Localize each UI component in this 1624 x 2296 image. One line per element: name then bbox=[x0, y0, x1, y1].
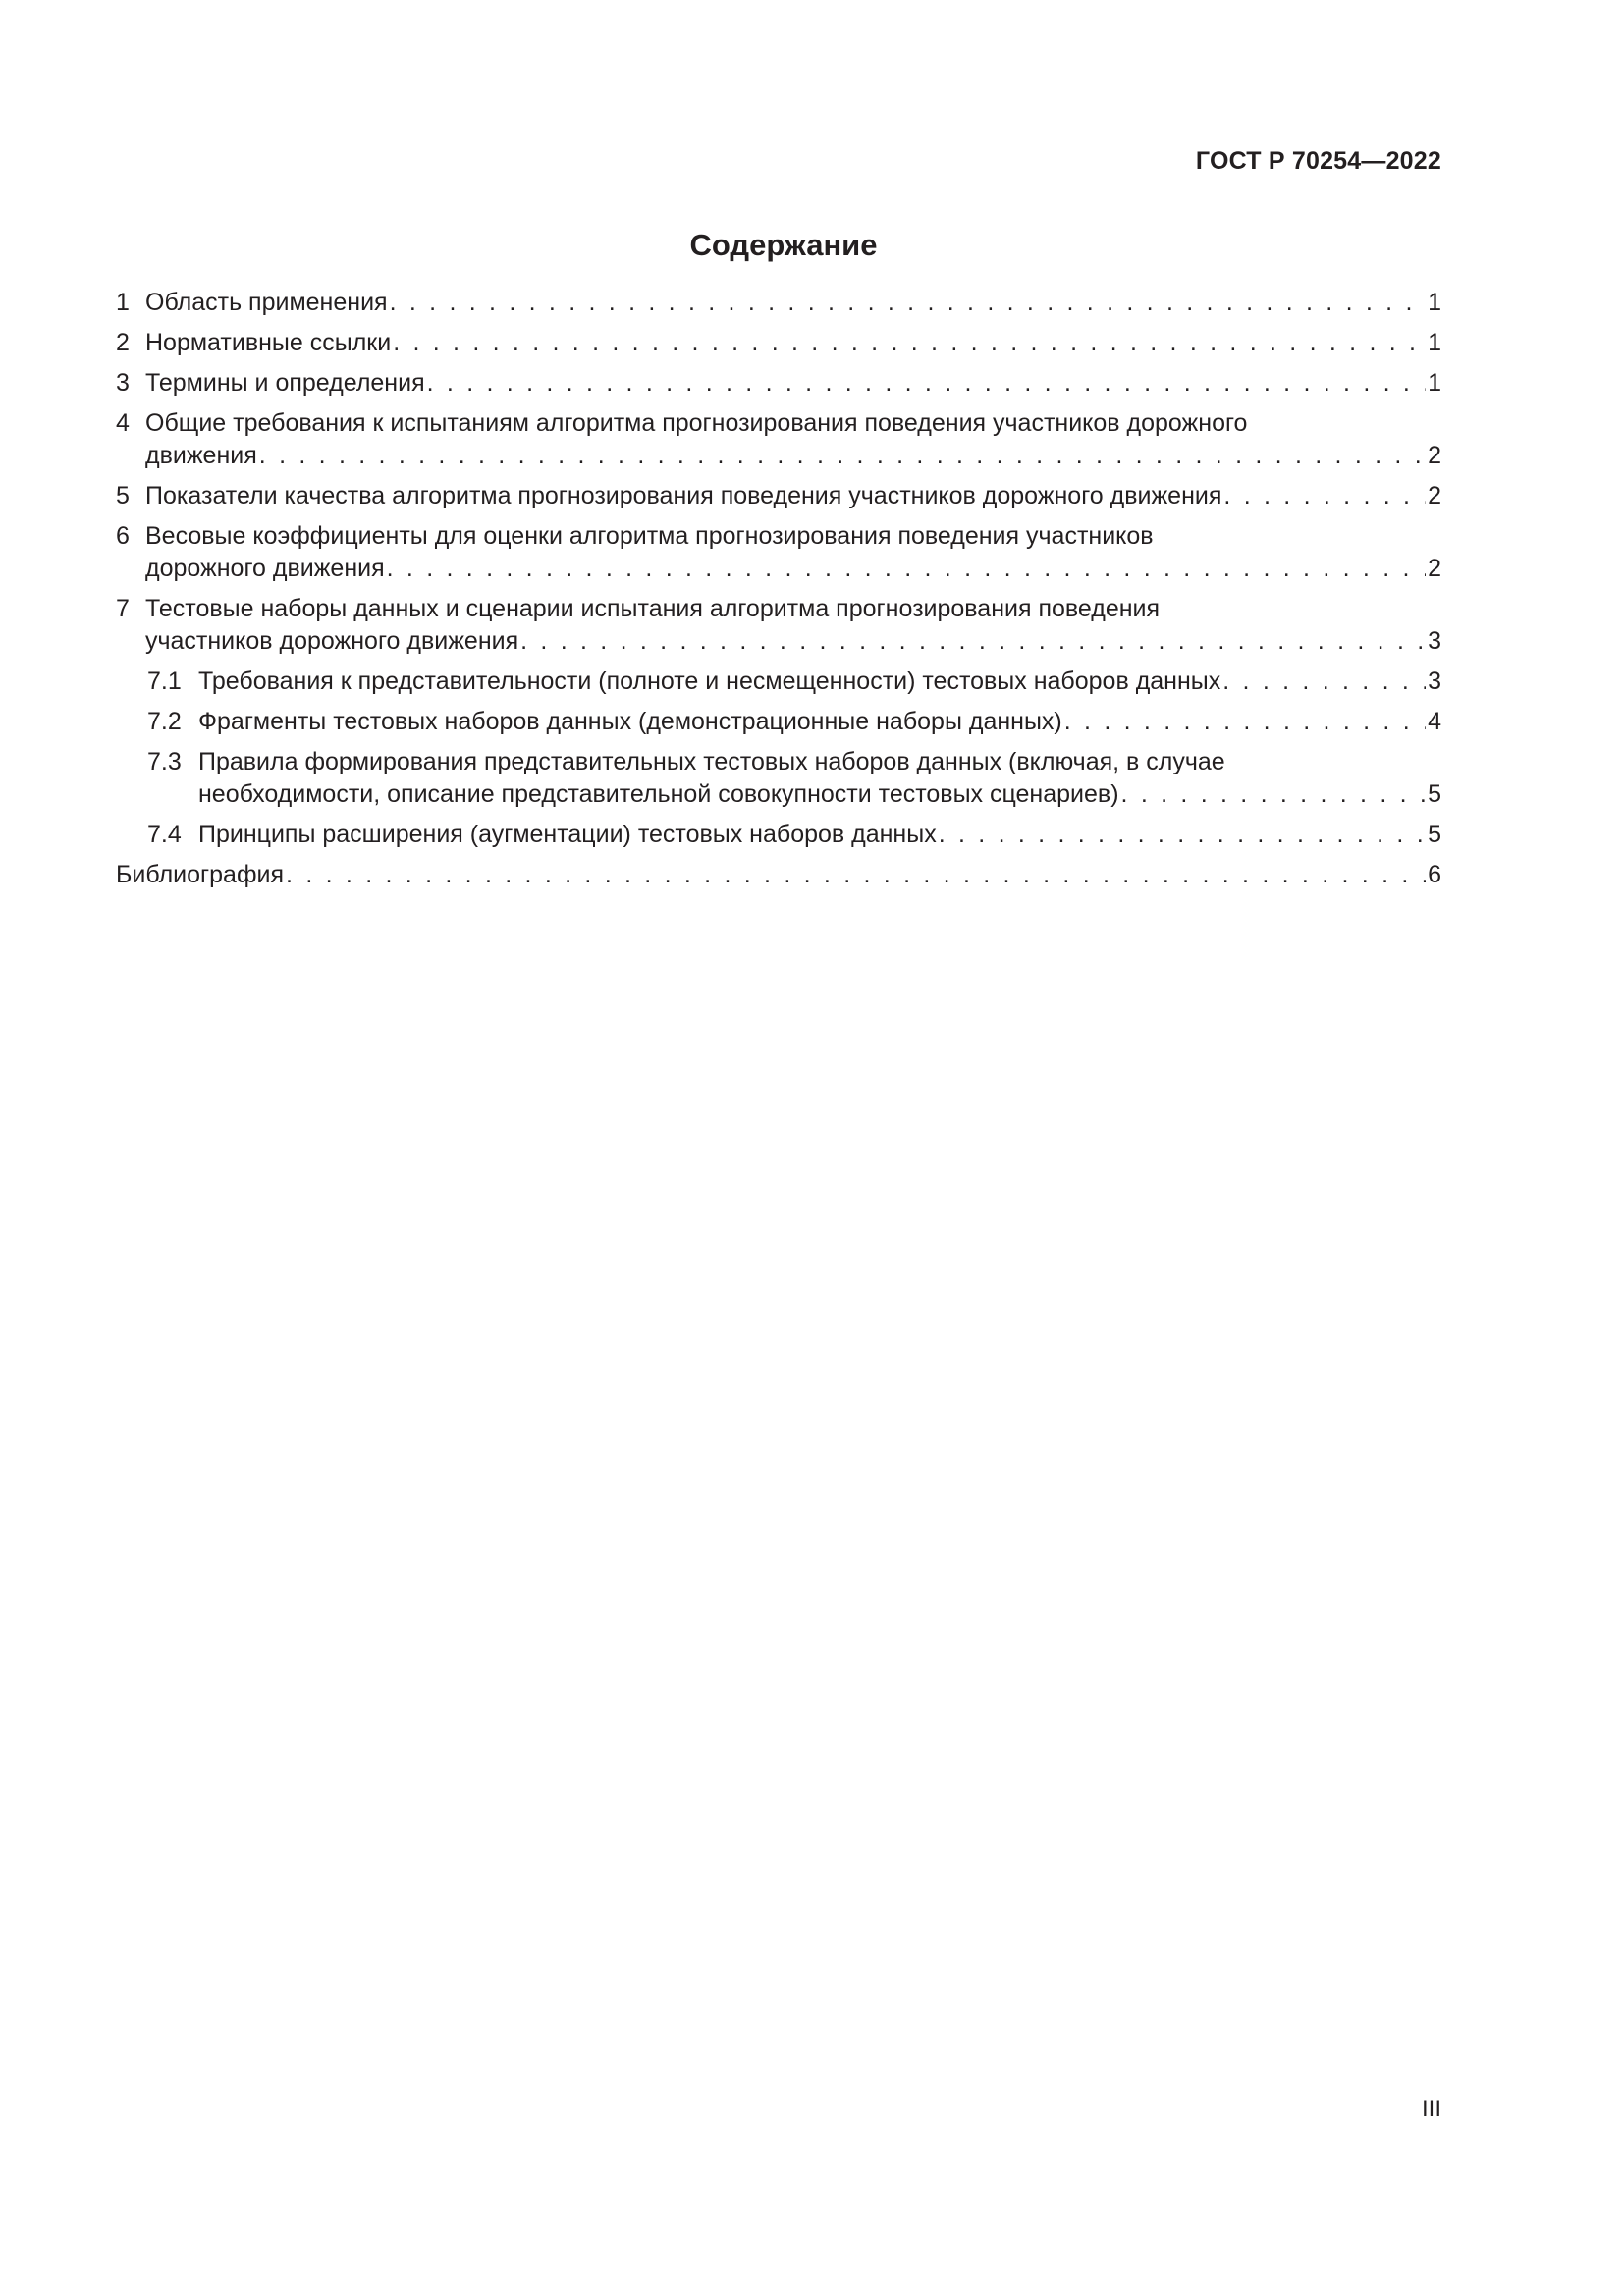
toc-entry-page: 6 bbox=[1428, 861, 1441, 888]
toc-entry-3[interactable] bbox=[116, 367, 1441, 400]
toc-leader-dots bbox=[393, 327, 1426, 359]
toc-entry-7-1[interactable] bbox=[116, 666, 1441, 698]
toc-entry-page: 1 bbox=[1428, 289, 1441, 316]
toc-entry-page: 3 bbox=[1428, 667, 1441, 695]
toc-leader-dots bbox=[939, 819, 1426, 851]
toc-entry-7-2[interactable] bbox=[116, 706, 1441, 738]
toc-entry-label: движения bbox=[145, 442, 257, 469]
toc-entry-7-3[interactable] bbox=[116, 746, 1441, 811]
toc-entry-page: 3 bbox=[1428, 627, 1441, 655]
toc-entry-page: 1 bbox=[1428, 369, 1441, 397]
toc-leader-dots bbox=[286, 859, 1426, 891]
toc-entry-number: 7.3 bbox=[147, 748, 182, 775]
toc-entry-label: Показатели качества алгоритма прогнозирования поведения участников дорожного движения bbox=[145, 482, 1222, 509]
toc-leader-dots bbox=[520, 625, 1426, 658]
toc-entry-label: Фрагменты тестовых наборов данных (демонстрационные наборы данных) bbox=[198, 708, 1062, 735]
toc-entry-4[interactable] bbox=[116, 407, 1441, 472]
toc-entry-7[interactable] bbox=[116, 593, 1441, 658]
toc-entry-number: 3 bbox=[116, 369, 130, 397]
toc-entry-label: Нормативные ссылки bbox=[145, 329, 392, 356]
toc-leader-dots bbox=[427, 367, 1426, 400]
toc-entry-label: Область применения bbox=[145, 289, 388, 316]
toc-leader-dots bbox=[1064, 706, 1426, 738]
toc-entry-label: Библиография bbox=[116, 861, 285, 888]
toc-entry-page: 1 bbox=[1428, 329, 1441, 356]
toc-leader-dots bbox=[1121, 778, 1427, 811]
toc-entry-7-4[interactable] bbox=[116, 819, 1441, 851]
toc-entry-page: 5 bbox=[1428, 780, 1441, 808]
toc-entry-page: 2 bbox=[1428, 555, 1441, 582]
page-number: III bbox=[1421, 2096, 1441, 2122]
toc-entry-number: 6 bbox=[116, 522, 130, 550]
toc-entry-number: 2 bbox=[116, 329, 130, 356]
toc-entry-2[interactable] bbox=[116, 327, 1441, 359]
toc-entry-label: дорожного движения bbox=[145, 555, 385, 582]
toc-leader-dots bbox=[1222, 666, 1426, 698]
toc-entry-label: Принципы расширения (аугментации) тестовых наборов данных bbox=[198, 821, 937, 848]
toc-entry-page: 2 bbox=[1428, 482, 1441, 509]
toc-entry-number: 4 bbox=[116, 409, 130, 437]
toc-leader-dots bbox=[1223, 480, 1426, 512]
toc-entry-5[interactable] bbox=[116, 480, 1441, 512]
toc-entry-page: 5 bbox=[1428, 821, 1441, 848]
toc-leader-dots bbox=[390, 287, 1427, 319]
toc-entry-label: Термины и определения bbox=[145, 369, 425, 397]
toc-entry-label-line-1: Тестовые наборы данных и сценарии испытания алгоритма прогнозирования поведения bbox=[145, 595, 1161, 622]
toc-entry-bibliography[interactable] bbox=[116, 859, 1441, 891]
toc-entry-page: 4 bbox=[1428, 708, 1441, 735]
toc-entry-label-line-1: Общие требования к испытаниям алгоритма прогнозирования поведения участников дорожного bbox=[145, 409, 1248, 437]
toc-entry-label-line-1: Весовые коэффициенты для оценки алгоритма прогнозирования поведения участников bbox=[145, 522, 1154, 550]
toc-entry-number: 5 bbox=[116, 482, 130, 509]
document-code: ГОСТ Р 70254—2022 bbox=[1195, 147, 1441, 175]
toc-entry-number: 1 bbox=[116, 289, 130, 316]
table-of-contents bbox=[116, 287, 1441, 899]
toc-leader-dots bbox=[387, 553, 1426, 585]
toc-entry-label: Требования к представительности (полноте и несмещенности) тестовых наборов данных bbox=[198, 667, 1221, 695]
toc-entry-label: участников дорожного движения bbox=[145, 627, 519, 655]
toc-entry-number: 7 bbox=[116, 595, 130, 622]
toc-title: Содержание bbox=[689, 228, 878, 262]
toc-entry-1[interactable] bbox=[116, 287, 1441, 319]
toc-entry-6[interactable] bbox=[116, 520, 1441, 585]
toc-entry-label: необходимости, описание представительной совокупности тестовых сценариев) bbox=[198, 780, 1119, 808]
toc-entry-page: 2 bbox=[1428, 442, 1441, 469]
toc-entry-number: 7.1 bbox=[147, 667, 182, 695]
toc-entry-label-line-1: Правила формирования представительных тестовых наборов данных (включая, в случае bbox=[198, 748, 1225, 775]
toc-entry-number: 7.2 bbox=[147, 708, 182, 735]
toc-leader-dots bbox=[259, 440, 1426, 472]
toc-entry-number: 7.4 bbox=[147, 821, 182, 848]
